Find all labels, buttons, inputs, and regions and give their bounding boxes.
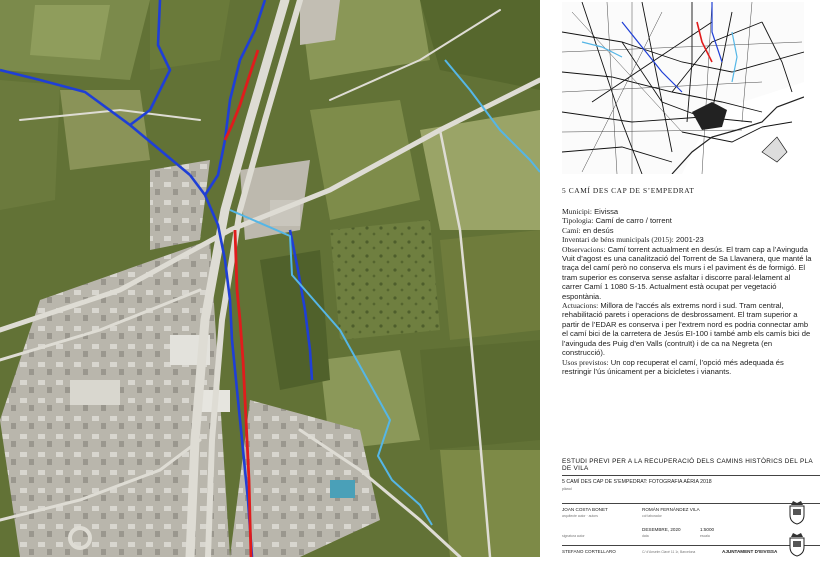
signature-label: signatura autor (562, 534, 585, 538)
observacions-label: Observacions: (562, 244, 606, 254)
actuacions-value: Millora de l’accés als extrems nord i sud. Tram central, rehabilitació parets i operacions de desbrossament. El tram superior a partir de l’EDAR es conserva i per l’extrem nord es podria connectar amb el camí bici de la carretera de Jesús EI-100 i també amb els camís bici de l’avinguda des Puig d’en Valls (contruït) i de ca na Negreta (en construcció). (562, 301, 811, 358)
municipal-crest-icon (788, 531, 806, 557)
municipal-crest-icon (788, 499, 806, 525)
inventari-label: Inventari de béns municipals (2015): (562, 235, 674, 245)
scale-value: 1:5000 (700, 527, 715, 532)
author1-name: JOAN COSTA BONET (562, 507, 608, 512)
observacions-value: Camí torrent actualment en desús. El tram cap a l’Avinguda Vuit d’agost es una canalització del Torrent de Sa Llavanera, que manté la traça del camí però no conserva els murs i el paviment és de formigó. El tram superior es conserva sense asfaltar i discorre paral·lelament al carrer Camí 1 1080 S-15. Actualment està ocupat per vegetació espontània. (562, 244, 812, 301)
plano-label: plànol (562, 487, 572, 491)
usos-value: Un cop recuperat el camí, l’opció més adequada és restringir l’ús únicament per a bicicletes i vianants. (562, 357, 784, 376)
side-panel (540, 0, 827, 557)
divider (562, 545, 820, 546)
location-inset-map (562, 2, 804, 174)
divider (562, 503, 820, 504)
client-name: AJUNTAMENT D’EIVISSA (722, 549, 778, 554)
sheet-title: 5 CAMÍ DES CAP DE S’EMPEDRAT: FOTOGRAFIA AÈRIA 2018 (562, 479, 712, 485)
cami-label: Camí: (562, 225, 581, 235)
inventari-value: 2001-23 (675, 235, 704, 245)
actuacions-row (562, 301, 812, 357)
address: C/ d’Anselm Clavé 11 1r, Barcelona (642, 550, 696, 554)
title-block (562, 458, 820, 579)
tipologia-value: Camí de carro / torrent (595, 216, 672, 226)
author2-name: ROMÁN FERNÁNDEZ VILA (642, 507, 700, 512)
cami-row (562, 226, 812, 235)
project-title: ESTUDI PREVI PER A LA RECUPERACIÓ DELS CAMINS HISTÒRICS DEL PLA DE VILA (562, 458, 813, 472)
credits-grid (562, 491, 820, 579)
scale-label: escala (700, 534, 710, 538)
cami-value: en desús (582, 225, 614, 235)
municipi-label: Municipi: (562, 207, 592, 216)
date-label: data (642, 534, 649, 538)
tipologia-row (562, 216, 812, 225)
author2-role: col·laborador (642, 514, 662, 518)
actuacions-label: Actuacions: (562, 301, 599, 311)
path-info-block (562, 186, 812, 376)
municipi-row (562, 207, 812, 216)
author1-role: arquitecte autor · autors (562, 514, 598, 518)
path-title: 5 CAMÍ DES CAP DE S’EMPEDRAT (562, 186, 695, 195)
usos-row (562, 358, 812, 377)
inset-street-network (562, 2, 804, 174)
municipi-value: Eivissa (594, 207, 619, 216)
author3-name: STEFANO CORTELLARO (562, 549, 616, 554)
date-value: DESEMBRE, 2020 (642, 527, 681, 532)
usos-label: Usos previstos: (562, 357, 609, 367)
inventari-row (562, 235, 812, 244)
observacions-row (562, 245, 812, 301)
tipologia-label: Tipologia: (562, 216, 594, 226)
